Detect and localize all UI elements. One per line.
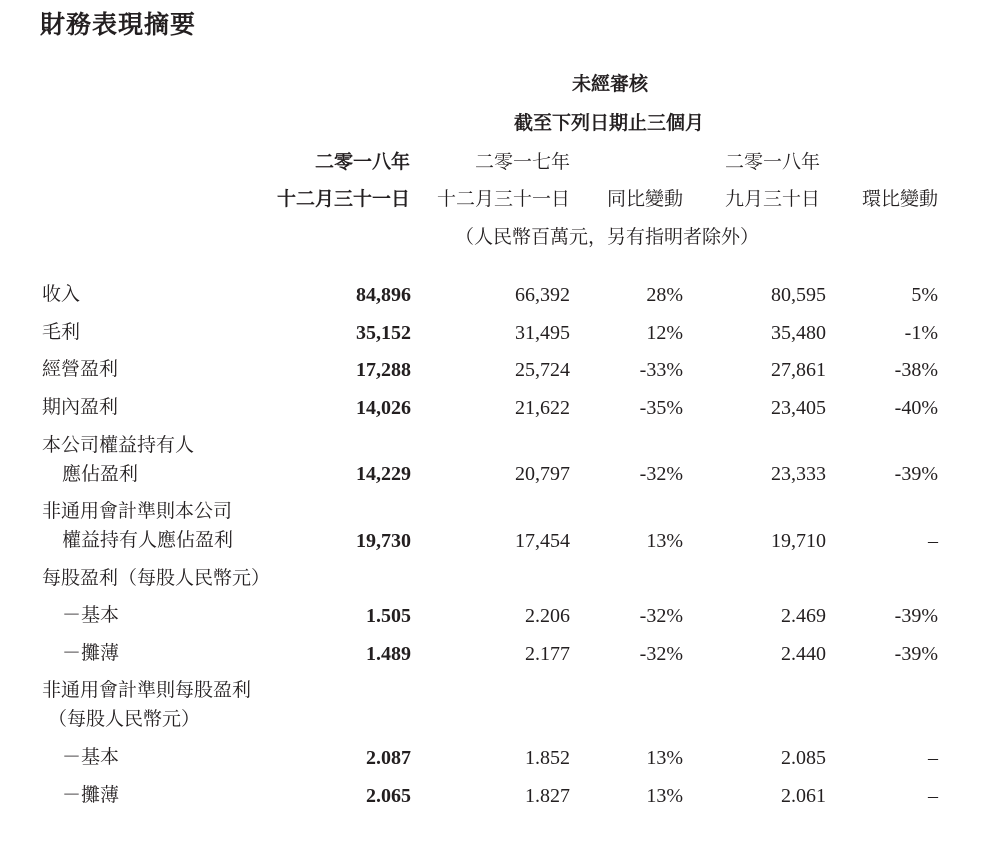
- cell-value: -39%: [894, 643, 938, 665]
- cell-value: –: [928, 747, 938, 769]
- col-2018q4-date: 十二月三十一日: [276, 188, 410, 210]
- cell-value: 1.505: [366, 605, 411, 627]
- cell-value: 13%: [646, 747, 683, 769]
- cell-value: 80,595: [771, 284, 826, 306]
- row-label-attributable-profit-line1: 本公司權益持有人: [42, 434, 195, 456]
- cell-value: 1.827: [525, 785, 570, 807]
- col-2018q4-year: 二零一八年: [314, 151, 410, 173]
- cell-value: 2.061: [781, 785, 826, 807]
- unit-note: （人民幣百萬元，另有指明者除外）: [454, 226, 760, 248]
- cell-value: 35,152: [356, 322, 411, 344]
- cell-value: 23,405: [771, 397, 826, 419]
- cell-value: -39%: [894, 605, 938, 627]
- col-2017q4-year: 二零一七年: [474, 151, 570, 173]
- cell-value: 2.085: [781, 747, 826, 769]
- cell-value: 27,861: [771, 359, 826, 381]
- col-yoy: 同比變動: [606, 188, 683, 210]
- cell-value: -39%: [894, 463, 938, 485]
- cell-value: 14,229: [356, 463, 411, 485]
- col-2018q3-date: 九月三十日: [724, 188, 820, 210]
- cell-value: –: [928, 530, 938, 552]
- cell-value: 2.206: [525, 605, 570, 627]
- row-label-non-ifrs-profit-line1: 非通用會計準則本公司: [42, 500, 233, 522]
- cell-value: 21,622: [515, 397, 570, 419]
- cell-value: -38%: [894, 359, 938, 381]
- row-label-attributable-profit-line2: 應佔盈利: [62, 463, 139, 485]
- cell-value: 2.065: [366, 785, 411, 807]
- col-qoq: 環比變動: [861, 188, 938, 210]
- row-label-eps-diluted: －攤薄: [62, 642, 120, 664]
- cell-value: 84,896: [356, 284, 411, 306]
- row-label-operating-profit: 經營盈利: [42, 358, 119, 380]
- row-label-non-ifrs-eps-line1: 非通用會計準則每股盈利: [42, 679, 252, 701]
- cell-value: 23,333: [771, 463, 826, 485]
- cell-value: -40%: [894, 397, 938, 419]
- row-label-period-profit: 期內盈利: [42, 396, 119, 418]
- cell-value: 35,480: [771, 322, 826, 344]
- row-label-eps-basic: －基本: [62, 604, 120, 626]
- cell-value: 5%: [911, 284, 938, 306]
- cell-value: 13%: [646, 785, 683, 807]
- cell-value: 17,288: [356, 359, 411, 381]
- cell-value: 19,730: [356, 530, 411, 552]
- row-label-gross-profit: 毛利: [42, 321, 81, 343]
- cell-value: -32%: [639, 463, 683, 485]
- cell-value: 12%: [646, 322, 683, 344]
- row-label-non-ifrs-profit-line2: 權益持有人應佔盈利: [62, 529, 234, 551]
- col-2018q3-year: 二零一八年: [724, 151, 820, 173]
- cell-value: –: [928, 785, 938, 807]
- cell-value: 2.469: [781, 605, 826, 627]
- cell-value: -33%: [639, 359, 683, 381]
- cell-value: 25,724: [515, 359, 570, 381]
- cell-value: 1.489: [366, 643, 411, 665]
- row-label-non-ifrs-eps-basic: －基本: [62, 746, 120, 768]
- cell-value: 1.852: [525, 747, 570, 769]
- page-title: 財務表現摘要: [40, 10, 197, 39]
- header-period: 截至下列日期止三個月: [513, 112, 705, 134]
- cell-value: 2.087: [366, 747, 411, 769]
- header-unaudited: 未經審核: [571, 73, 649, 95]
- cell-value: -32%: [639, 643, 683, 665]
- cell-value: 17,454: [515, 530, 570, 552]
- cell-value: -1%: [904, 322, 938, 344]
- cell-value: 14,026: [356, 397, 411, 419]
- cell-value: -35%: [639, 397, 683, 419]
- cell-value: 31,495: [515, 322, 570, 344]
- row-label-non-ifrs-eps-line2: （每股人民幣元）: [48, 708, 201, 730]
- cell-value: 19,710: [771, 530, 826, 552]
- row-label-revenue: 收入: [42, 283, 81, 305]
- cell-value: 20,797: [515, 463, 570, 485]
- cell-value: 2.440: [781, 643, 826, 665]
- cell-value: 28%: [646, 284, 683, 306]
- cell-value: 66,392: [515, 284, 570, 306]
- cell-value: -32%: [639, 605, 683, 627]
- cell-value: 2.177: [525, 643, 570, 665]
- cell-value: 13%: [646, 530, 683, 552]
- col-2017q4-date: 十二月三十一日: [436, 188, 570, 210]
- row-label-eps-section: 每股盈利（每股人民幣元）: [42, 567, 271, 589]
- row-label-non-ifrs-eps-diluted: －攤薄: [62, 784, 120, 806]
